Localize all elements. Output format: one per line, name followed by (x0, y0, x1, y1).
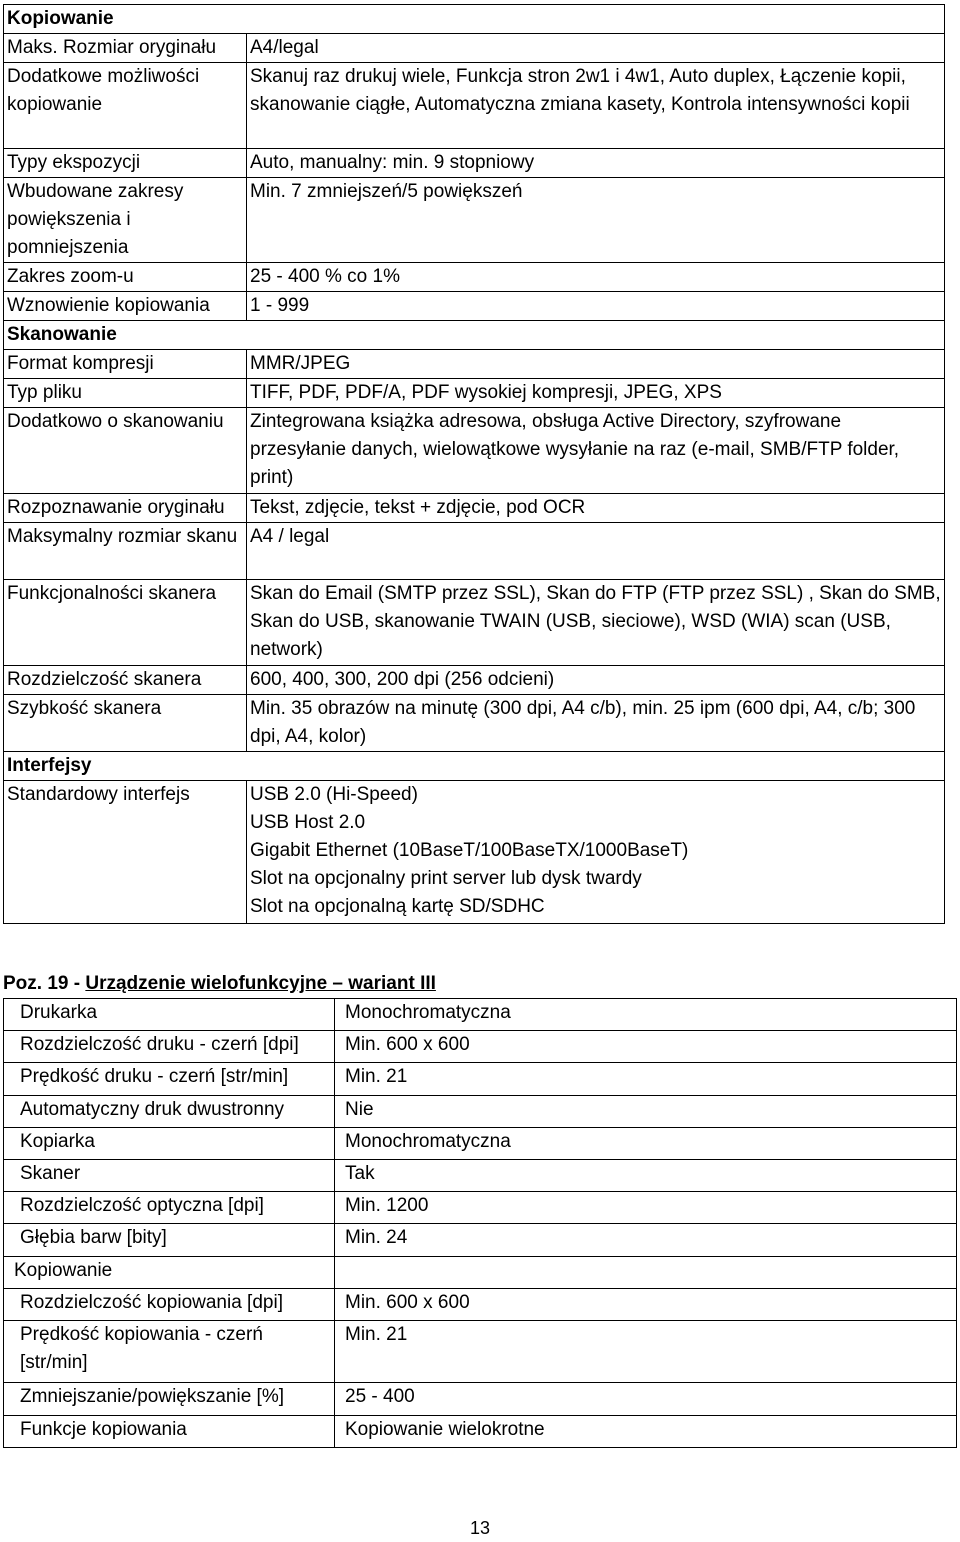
spec-label: Kopiarka (4, 1127, 335, 1159)
spec-label: Automatyczny druk dwustronny (4, 1095, 335, 1127)
spec-value: 600, 400, 300, 200 dpi (256 odcieni) (247, 666, 945, 695)
spec-value: Auto, manualny: min. 9 stopniowy (247, 149, 945, 178)
spec-value: Tekst, zdjęcie, tekst + zdjęcie, pod OCR (247, 494, 945, 523)
table-row (4, 1031, 957, 1063)
spec-label: Typ pliku (4, 379, 247, 408)
spec-value: 1 - 999 (247, 292, 945, 321)
spec-value: Nie (335, 1095, 957, 1127)
table-row (4, 999, 957, 1031)
spec-value: 25 - 400 % co 1% (247, 263, 945, 292)
spec-value: USB 2.0 (Hi-Speed) USB Host 2.0 Gigabit Ethernet (10BaseT/100BaseTX/1000BaseT) Slot na opcjonalny print server lub dysk twardy Slot na opcjonalną kartę SD/SDHC (247, 781, 945, 924)
section-row (4, 321, 945, 350)
table-row (4, 666, 945, 695)
spec-label: Skaner (4, 1160, 335, 1192)
table-row (4, 695, 945, 752)
spec-label: Prędkość druku - czerń [str/min] (4, 1063, 335, 1095)
spec-value: Tak (335, 1160, 957, 1192)
spec-value: TIFF, PDF, PDF/A, PDF wysokiej kompresji, JPEG, XPS (247, 379, 945, 408)
table-row (4, 1321, 957, 1383)
table-row (4, 1160, 957, 1192)
table-row (4, 1224, 957, 1256)
spec-label: Dodatkowo o skanowaniu (4, 408, 247, 494)
heading-title: Urządzenie wielofunkcyjne – wariant III (85, 973, 436, 994)
table-row (4, 34, 945, 63)
spec-value: Min. 35 obrazów na minutę (300 dpi, A4 c/b), min. 25 ipm (600 dpi, A4, c/b; 300 dpi, A4, kolor) (247, 695, 945, 752)
spec-value: A4 / legal (247, 523, 945, 580)
section-interfaces: Interfejsy (4, 752, 945, 781)
table-row (4, 1256, 957, 1288)
spec-label: Rozdzielczość druku - czerń [dpi] (4, 1031, 335, 1063)
table-row (4, 494, 945, 523)
table-row (4, 178, 945, 263)
spec-label: Zakres zoom-u (4, 263, 247, 292)
section-copying: Kopiowanie (4, 5, 945, 34)
spec-value: Skan do Email (SMTP przez SSL), Skan do FTP (FTP przez SSL) , Skan do SMB, Skan do USB, skanowanie TWAIN (USB, sieciowe), WSD (WIA) scan (USB, network) (247, 580, 945, 666)
section-row (4, 5, 945, 34)
spec-value: Min. 7 zmniejszeń/5 powiększeń (247, 178, 945, 263)
table-row (4, 149, 945, 178)
table-row (4, 1383, 957, 1415)
copy-scan-spec-table (3, 4, 945, 924)
table-row (4, 292, 945, 321)
table-row (4, 580, 945, 666)
table-row (4, 63, 945, 149)
spec-value: Kopiowanie wielokrotne (335, 1415, 957, 1447)
spec-label: Kopiowanie (4, 1256, 335, 1288)
spec-label: Prędkość kopiowania - czerń [str/min] (4, 1321, 335, 1383)
spec-label: Rozdzielczość kopiowania [dpi] (4, 1288, 335, 1320)
table-row (4, 350, 945, 379)
spec-value: Min. 24 (335, 1224, 957, 1256)
spec-label: Wznowienie kopiowania (4, 292, 247, 321)
spec-value: MMR/JPEG (247, 350, 945, 379)
page-number: 13 (469, 1518, 491, 1538)
spec-label: Standardowy interfejs (4, 781, 247, 924)
spec-label: Funkcje kopiowania (4, 1415, 335, 1447)
spec-label: Typy ekspozycji (4, 149, 247, 178)
spec-value: Skanuj raz drukuj wiele, Funkcja stron 2w1 i 4w1, Auto duplex, Łączenie kopii, skanowanie ciągłe, Automatyczna zmiana kasety, Kontrola intensywności kopii (247, 63, 945, 149)
spec-value: A4/legal (247, 34, 945, 63)
spec-value: 25 - 400 (335, 1383, 957, 1415)
table-row (4, 523, 945, 580)
spec-value: Min. 21 (335, 1321, 957, 1383)
section-scanning: Skanowanie (4, 321, 945, 350)
table-row (4, 1288, 957, 1320)
table-row (4, 781, 945, 924)
spec-value: Min. 1200 (335, 1192, 957, 1224)
spec-label: Rozdzielczość skanera (4, 666, 247, 695)
spec-label: Wbudowane zakresy powiększenia i pomniejszenia (4, 178, 247, 263)
table-row (4, 1192, 957, 1224)
spec-label: Funkcjonalności skanera (4, 580, 247, 666)
spec-value: Monochromatyczna (335, 999, 957, 1031)
spec-label: Maks. Rozmiar oryginału (4, 34, 247, 63)
spec-value: Monochromatyczna (335, 1127, 957, 1159)
spec-label: Format kompresji (4, 350, 247, 379)
table-row (4, 1063, 957, 1095)
spec-label: Głębia barw [bity] (4, 1224, 335, 1256)
spec-label: Rozpoznawanie oryginału (4, 494, 247, 523)
spec-label: Drukarka (4, 999, 335, 1031)
heading-prefix: Poz. 19 - (3, 973, 86, 994)
table-row (4, 408, 945, 494)
device-spec-table (3, 998, 957, 1448)
spec-value: Min. 21 (335, 1063, 957, 1095)
table-row (4, 1415, 957, 1447)
spec-label: Zmniejszanie/powiększanie [%] (4, 1383, 335, 1415)
spec-label: Dodatkowe możliwości kopiowanie (4, 63, 247, 149)
spec-value: Zintegrowana książka adresowa, obsługa Active Directory, szyfrowane przesyłanie danych, wielowątkowe wysyłanie na raz (e-mail, SMB/FTP folder, print) (247, 408, 945, 494)
table-row (4, 1127, 957, 1159)
spec-label: Rozdzielczość optyczna [dpi] (4, 1192, 335, 1224)
spec-label: Maksymalny rozmiar skanu (4, 523, 247, 580)
spec-value: Min. 600 x 600 (335, 1288, 957, 1320)
table-row (4, 263, 945, 292)
spec-value: Min. 600 x 600 (335, 1031, 957, 1063)
table-row (4, 379, 945, 408)
table-row (4, 1095, 957, 1127)
section-heading (3, 970, 436, 998)
spec-value (335, 1256, 957, 1288)
spec-label: Szybkość skanera (4, 695, 247, 752)
section-row (4, 752, 945, 781)
